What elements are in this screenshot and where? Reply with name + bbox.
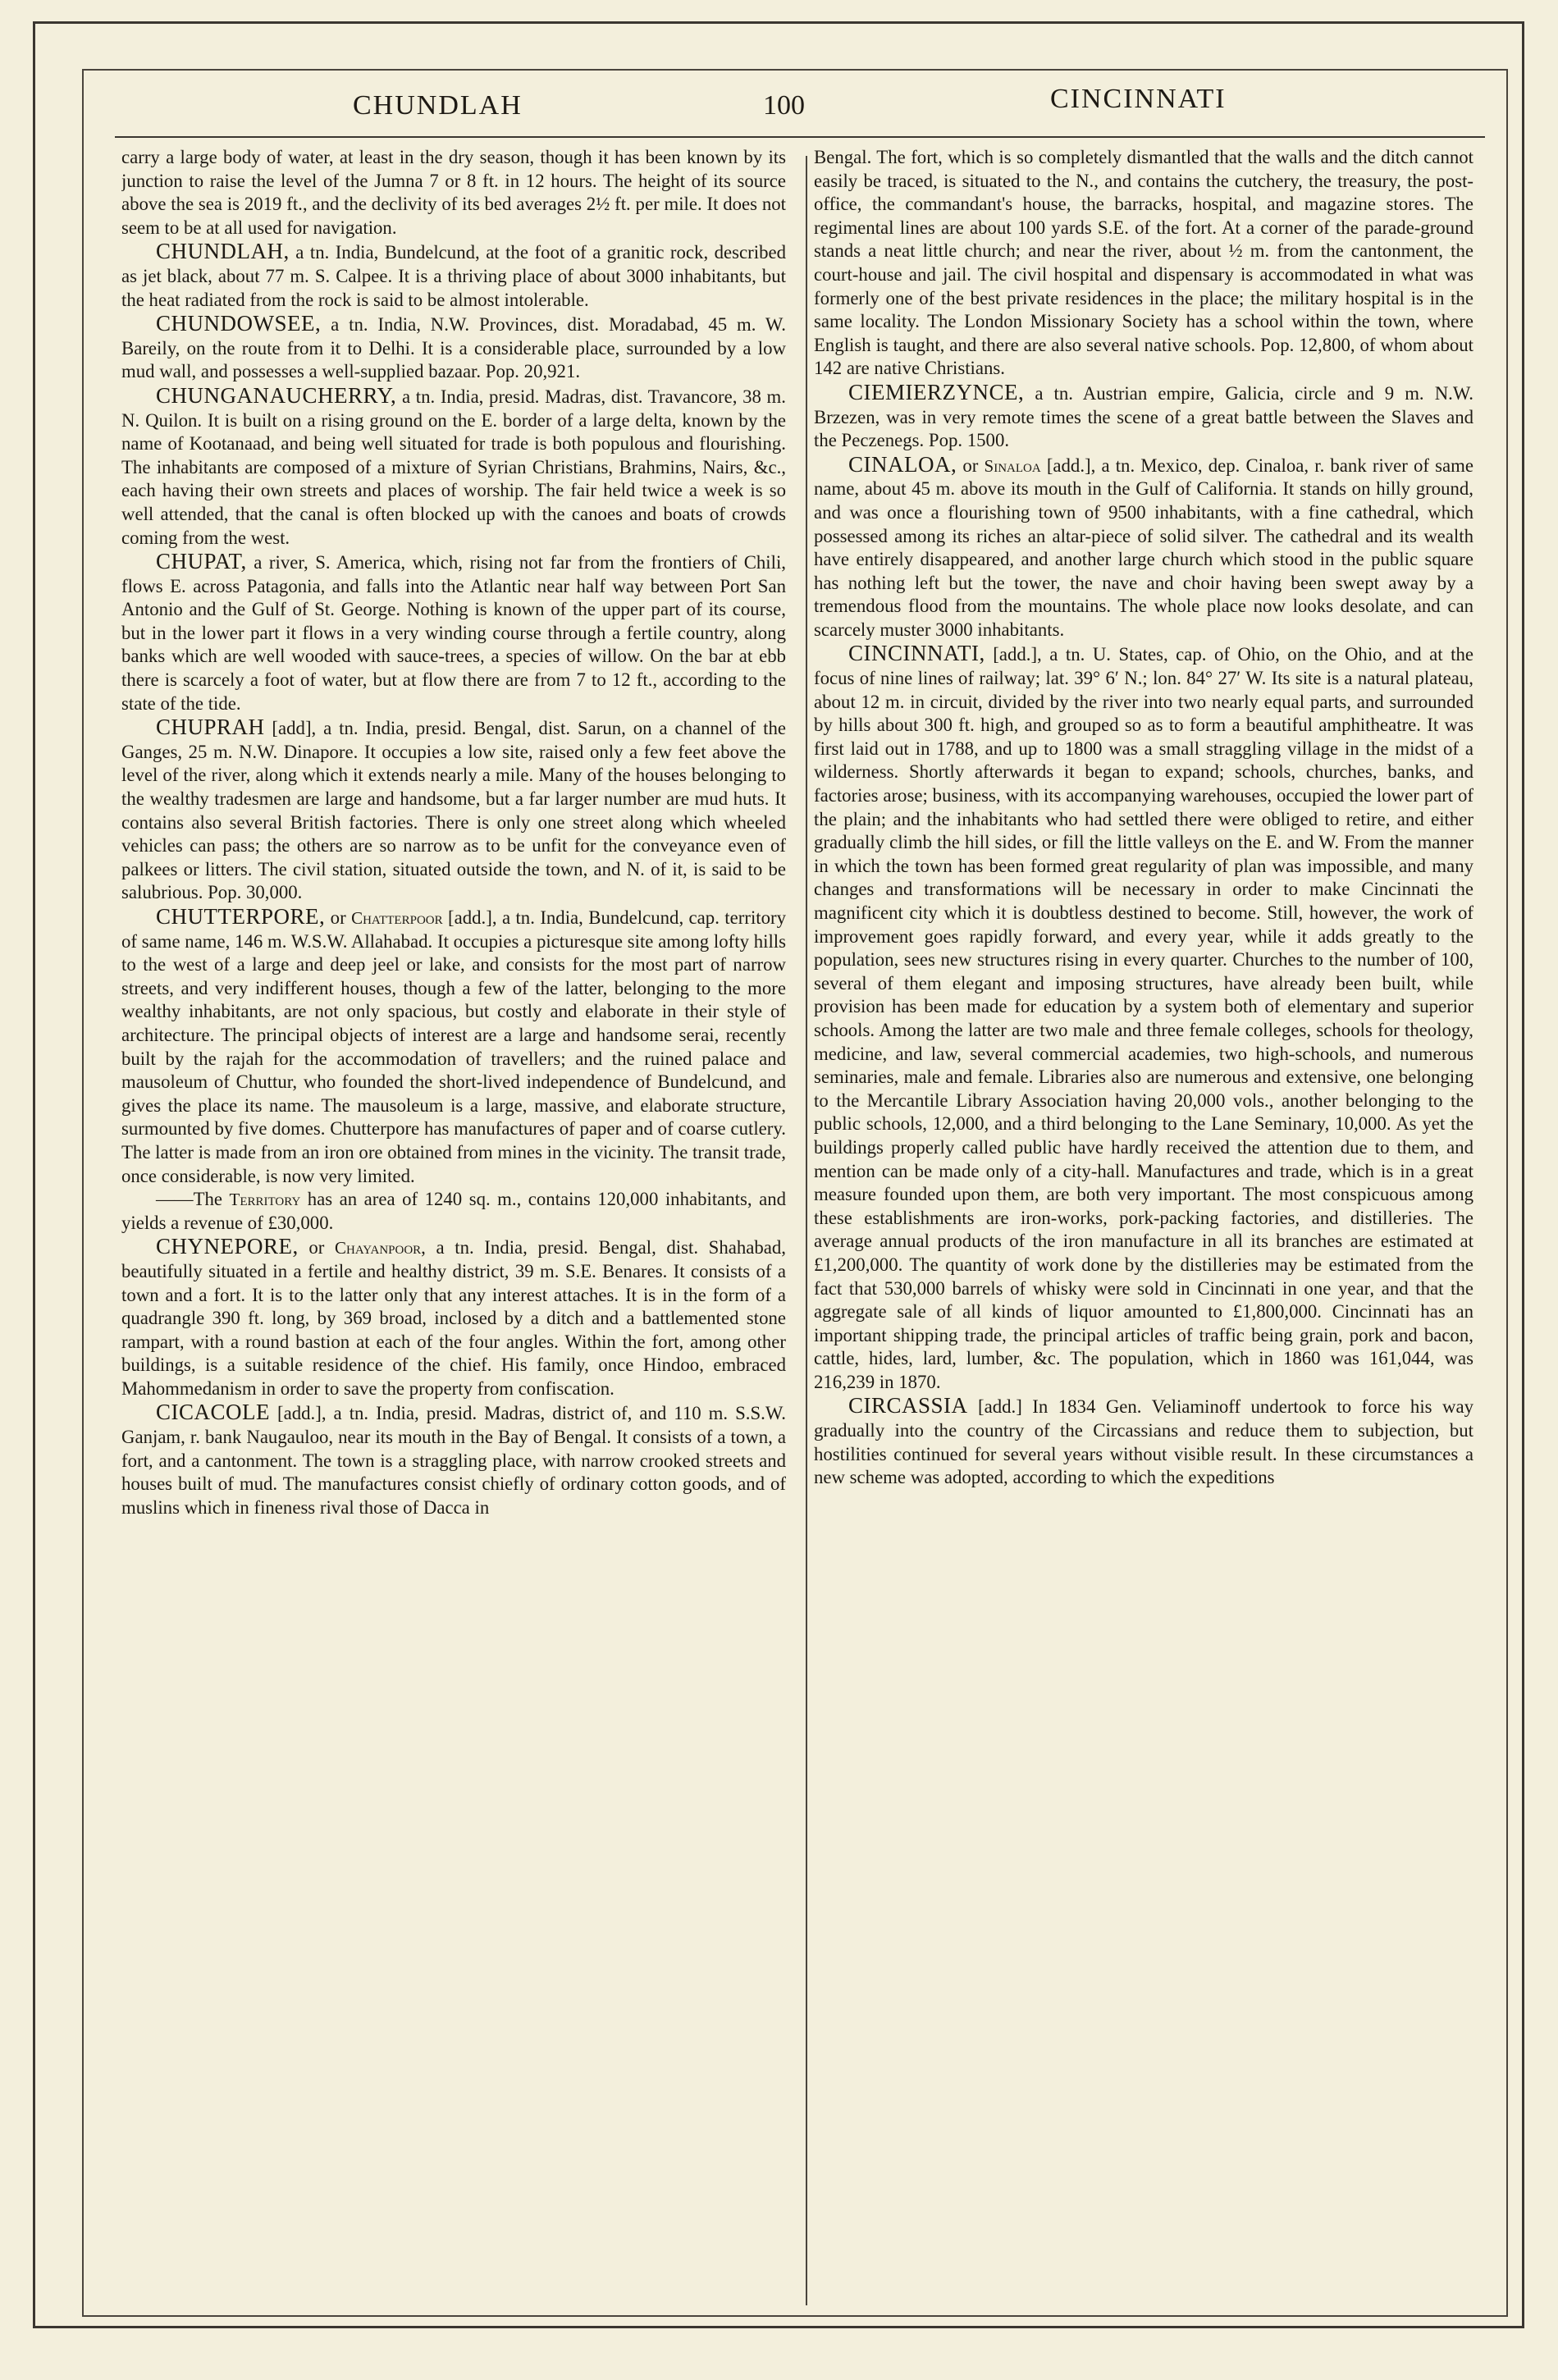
entry-body: [add.] In 1834 Gen. Veliaminoff undertook to force his way gradually into the country of the Circassians and reduce them to subjection, but hostilities continued for several years without visible result. In these circumstances a new scheme was adopted, according to which the expeditions <box>814 1396 1473 1488</box>
headword: CIRCASSIA <box>848 1393 968 1418</box>
entry-connector: or <box>298 1237 336 1259</box>
sub-entry-territory <box>121 1188 786 1235</box>
headword: CHUTTERPORE, <box>156 904 326 929</box>
entry-chynepore <box>121 1235 786 1400</box>
headword: CHUNGANAUCHERRY, <box>156 382 397 408</box>
entry-connector: or <box>957 455 985 476</box>
entry-chupat <box>121 550 786 715</box>
entry-cicacole <box>121 1400 786 1519</box>
entry-cincinnati <box>814 642 1473 1394</box>
entry-body: has an area of 1240 sq. m., contains 120,000 inhabitants, and yields a revenue of £30,000. <box>121 1189 786 1233</box>
headword: CHUPAT, <box>156 549 247 574</box>
continued-text: carry a large body of water, at least in the dry season, though it has been known by its junction to raise the level of the Jumna 7 or 8 ft. in 12 hours. The height of its source above the sea is 2019 ft., and the declivity of its bed averages 2½ ft. per mile. It does not seem to be at all used for navigation. <box>121 147 786 238</box>
entry-body: a river, S. America, which, rising not far from the frontiers of Chili, flows E. across Patagonia, and falls into the Atlantic near half way between Port San Antonio and the Gulf of St. George. Nothing is known of the upper part of its course, but in the lower part it flows in a very winding course through a fertile country, along banks which are well wooded with sauce-trees, a species of willow. On the bar at ebb there is scarcely a foot of water, but at flow there are from 7 to 12 ft., according to the state of the tide. <box>121 552 786 714</box>
headword: CIEMIERZYNCE, <box>848 379 1025 404</box>
entry-body: a tn. India, presid. Madras, dist. Travancore, 38 m. N. Quilon. It is built on a rising ground on the E. border of a large delta, known by the name of Kootanaad, and being well situated for trade is both populous and flourishing. The inhabitants are composed of a mixture of Syrian Christians, Brahmins, Nairs, &c., each having their own streets and places of worship. The fair held twice a week is so well attended, that the canal is often blocked up with the canoes and boats of crowds coming from the west. <box>121 386 786 548</box>
headword: CINCINNATI, <box>848 641 985 666</box>
sub-entry-word: Territory <box>229 1190 301 1210</box>
entry-body: [add.], a tn. India, presid. Madras, district of, and 110 m. S.S.W. Ganjam, r. bank Naugauloo, near its mouth in the Bay of Bengal. It consists of a town, a fort, and a cantonment. The town is a straggling place, with narrow crooked streets and houses built of mud. The manufactures consist chiefly of ordinary cotton goods, and of muslins which in fineness rival those of Dacca in <box>121 1403 786 1518</box>
entry-circassia <box>814 1394 1473 1489</box>
entry-body: [add.], a tn. Mexico, dep. Cinaloa, r. bank river of same name, about 45 m. above its mouth in the Gulf of California. It stands on hilly ground, and was once a flourishing town of 9500 inhabitants, with a fine cathedral, which possessed among its riches an altar-piece of solid silver. The cathedral and its wealth have entirely disappeared, and another large church which stood in the public square has nothing left but the tower, the nave and choir having been swept away by a tremendous flood from the mountains. The whole place now looks desolate, and can scarcely muster 3000 inhabitants. <box>814 455 1473 640</box>
column-divider <box>806 156 807 2305</box>
sub-entry-prefix: ——The <box>156 1189 230 1210</box>
entry-chundlah <box>121 240 786 312</box>
entry-body: a tn. Austrian empire, Galicia, circle and 9 m. N.W. Brzezen, was in very remote times the scene of a great battle between the Slaves and the Peczenegs. Pop. 1500. <box>814 382 1473 451</box>
left-column <box>121 146 786 2304</box>
entry-body: [add.], a tn. India, Bundelcund, cap. territory of same name, 146 m. W.S.W. Allahabad. It occupies a picturesque site among lofty hills to the west of a large and deep jeel or lake, and consists for the most part of narrow streets, and very indifferent houses, though a few of the latter, belonging to the more wealthy inhabitants, are not only spacious, but costly and elaborate in their style of architecture. The principal objects of interest are a large and handsome serai, recently built by the rajah for the accommodation of travellers; and the ruined palace and mausoleum of Chuttur, who founded the short-lived independence of Bundelcund, and gives the place its name. The mausoleum is a large, massive, and elaborate structure, surmounted by five domes. Chutterpore has manufactures of paper and of coarse cutlery. The latter is made from an iron ore obtained from mines in the vicinity. The transit trade, once considerable, is now very limited. <box>121 907 786 1186</box>
entry-chuprah <box>121 715 786 905</box>
entry-chundowsee <box>121 312 786 384</box>
entry-ciemierzynce <box>814 381 1473 453</box>
entry-connector: or <box>325 907 352 928</box>
right-column <box>814 146 1473 2304</box>
header-rule <box>115 136 1485 138</box>
continued-text: Bengal. The fort, which is so completely dismantled that the walls and the ditch cannot easily be traced, is situated to the N., and contains the cutchery, the treasury, the post-office, the commandant's house, the barracks, hospital, and magazine stores. The regimental lines are about 100 yards S.E. of the fort. At a corner of the parade-ground stands a neat little church; and near the river, about ½ m. from the cantonment, the court-house and jail. The civil hospital and dispensary is accommodated in what was formerly one of the best private residences in the place; the military hospital is in the same locality. The London Missionary Society has a school within the town, where English is taught, and there are also several native schools. Pop. 12,800, of whom about 142 are native Christians. <box>814 147 1473 379</box>
entry-body: a tn. India, Bundelcund, at the foot of a granitic rock, described as jet black, about 77 m. S. Calpee. It is a thriving place of about 3000 inhabitants, but the heat radiated from the rock is said to be almost intolerable. <box>121 242 786 310</box>
headword: CHYNEPORE, <box>156 1234 299 1259</box>
entry-body: a tn. India, N.W. Provinces, dist. Moradabad, 45 m. W. Bareily, on the route from it to Delhi. It is a considerable place, surrounded by a low mud wall, and possesses a well-supplied bazaar. Pop. 20,921. <box>121 314 786 382</box>
entry-cinaloa <box>814 453 1473 642</box>
alternate-name: Sinaloa <box>984 455 1041 476</box>
headword: CHUNDOWSEE, <box>156 311 322 336</box>
headword: CHUNDLAH, <box>156 239 290 264</box>
headword: CICACOLE <box>156 1400 270 1425</box>
headword: CINALOA, <box>848 451 957 477</box>
running-header <box>115 84 1477 141</box>
entry-body: , a tn. India, presid. Bengal, dist. Shahabad, beautifully situated in a fertile and healthy district, 39 m. S.E. Benares. It consists of a town and a fort. It is to the latter only that any interest attaches. It is in the form of a quadrangle 390 ft. long, by 369 broad, inclosed by a ditch and a battlemented stone rampart, with a round bastion at each of the four angles. Within the fort, among other buildings, is a suitable residence of the chief. His family, once Hindoo, embraced Mahommedanism in order to save the property from confiscation. <box>121 1237 786 1399</box>
entry-chunganaucherry <box>121 384 786 550</box>
alternate-name: Chatterpoor <box>351 908 443 928</box>
page-number: 100 <box>763 90 805 121</box>
header-right-guide-word: CINCINNATI <box>1050 84 1227 114</box>
entry-body: [add], a tn. India, presid. Bengal, dist. Sarun, on a channel of the Ganges, 25 m. N.W. Dinapore. It occupies a low site, raised only a few feet above the level of the river, along which it extends nearly a mile. Many of the houses belonging to the wealthy tradesmen are large and handsome, but a far larger number are mud huts. It contains also several British factories. There is only one street along which wheeled vehicles can pass; the others are so narrow as to be unfit for the conveyance even of palkees or litters. The civil station, situated outside the town, and N. of it, is said to be salubrious. Pop. 30,000. <box>121 718 786 903</box>
header-left-guide-word: CHUNDLAH <box>353 90 523 121</box>
alternate-name: Chayanpoor <box>335 1238 422 1259</box>
headword: CHUPRAH <box>156 715 265 740</box>
entry-chutterpore <box>121 905 786 1188</box>
entry-body: [add.], a tn. U. States, cap. of Ohio, on the Ohio, and at the focus of nine lines of railway; lat. 39° 6′ N.; lon. 84° 27′ W. Its site is a natural plateau, about 12 m. in circuit, divided by the river into two nearly equal parts, and surrounded by hills about 300 ft. high, and grouped so as to form a beautiful amphitheatre. It was first laid out in 1788, and up to 1800 was a small straggling village in the midst of a wilderness. Shortly afterwards it began to expand; schools, churches, banks, and factories arose; business, with its accompanying warehouses, occupied the lower part of the plain; and the inhabitants who had settled there were obliged to retire, and either gradually climb the hill sides, or fill the little valleys on the E. and W. From the manner in which the town has been formed great regularity of plan was impossible, and many changes and transformations will be necessary in order to make Cincinnati the magnificent city which it is doubtless destined to become. Still, however, the work of improvement goes rapidly forward, and every year, while it adds greatly to the population, sees new structures rising in every quarter. Churches to the number of 100, several of them elegant and imposing structures, have already been built, while provision has been made for education by a system both of elementary and superior schools. Among the latter are two male and three female colleges, schools for theology, medicine, and law, several commercial academies, two high-schools, and numerous seminaries, male and female. Libraries also are numerous and extensive, one belonging to the Mercantile Library Association having 20,000 vols., another belonging to the public schools, 12,000, and a third belonging to the Lane Seminary, 10,000. As yet the buildings properly called public have hardly received the attention due to them, and mention can be made only of a city-hall. Manufactures and trade, which is in a great measure founded upon them, are both very important. The most conspicuous among these establishments are iron-works, pork-packing factories, and distilleries. The average annual products of the iron manufacture in all its branches are estimated at £1,200,000. The quantity of work done by the distilleries may be estimated from the fact that 530,000 barrels of whisky were sold in Cincinnati in one year, and that the aggregate sale of all kinds of liquor amounted to £1,800,000. Cincinnati has an important shipping trade, the principal articles of traffic being grain, pork and bacon, cattle, hides, lard, lumber, &c. The population, which in 1860 was 161,044, was 216,239 in 1870. <box>814 644 1473 1392</box>
